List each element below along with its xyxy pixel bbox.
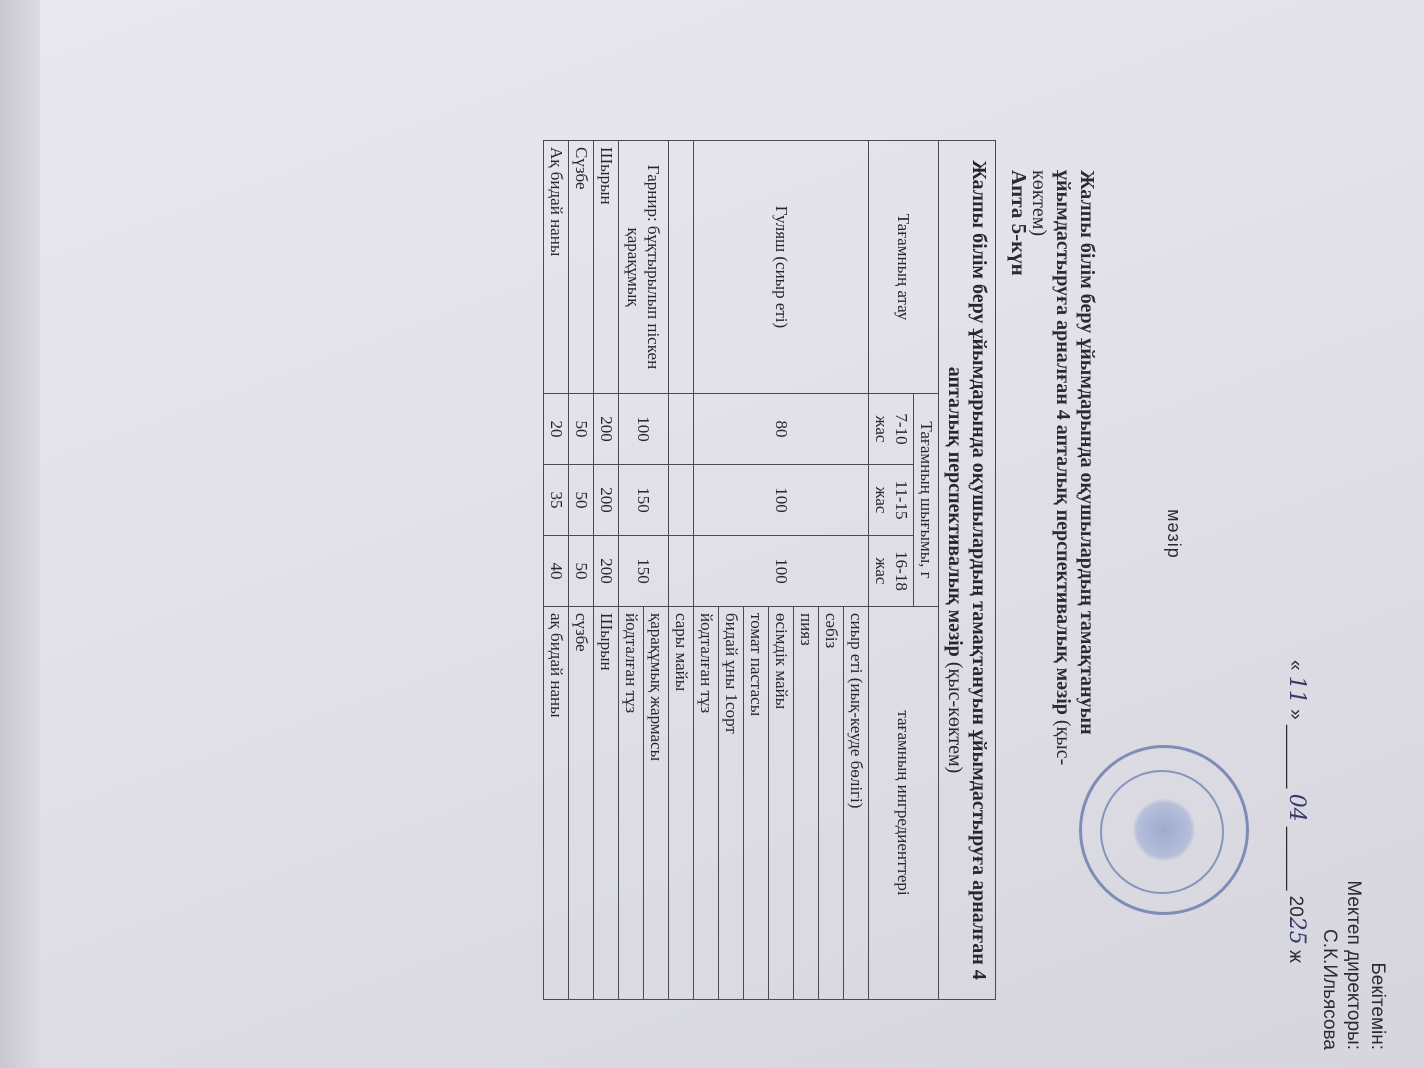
- table-row: [844, 141, 869, 1000]
- table-row: [544, 141, 569, 1000]
- ingredient: сүзбе: [569, 607, 594, 1000]
- table-caption-main: Жалпы білім беру ұйымдарында оқушылардың тамақтануын ұйымдастыруға арналған 4 апталық перспективалық мәзір: [944, 160, 990, 980]
- yield-16-18: 200: [594, 536, 619, 607]
- yield-11-15: 200: [594, 465, 619, 536]
- date-year-prefix: 20: [1285, 895, 1306, 917]
- dish-name: [669, 141, 694, 394]
- yield-16-18: 50: [569, 536, 594, 607]
- header-age-16-18: 16-18 жас: [869, 536, 914, 607]
- approval-signatory: С.К.Ильясова: [1319, 928, 1340, 1050]
- table-row: [594, 141, 619, 1000]
- table-row: [569, 141, 594, 1000]
- yield-11-15: 150: [619, 465, 669, 536]
- ingredient: сары майы: [669, 607, 694, 1000]
- ingredient: ақ бидай наны: [544, 607, 569, 1000]
- table-caption: [939, 141, 996, 1000]
- yield-11-15: 50: [569, 465, 594, 536]
- header-ingredients: тағамның ингредиенттері: [869, 607, 939, 1000]
- document-title: мәзір: [1164, 509, 1184, 559]
- table-caption-season: (қыс-көктем): [944, 661, 966, 774]
- yield-7-10: [669, 394, 694, 465]
- dish-name: Гуляш (сиыр еті): [694, 141, 869, 394]
- date-day: 11: [1284, 675, 1309, 704]
- document-heading: [1027, 170, 1099, 830]
- header-age-7-10: 7-10 жас: [869, 394, 914, 465]
- header-age-11-15: 11-15 жас: [869, 465, 914, 536]
- yield-7-10: 80: [694, 394, 869, 465]
- date-year: 25: [1284, 916, 1309, 945]
- ingredient: йодталған тұз: [619, 607, 644, 1000]
- week-day-label: Апта 5-күн: [1007, 170, 1031, 276]
- dish-name: Сүзбе: [569, 141, 594, 394]
- table-row: [644, 141, 669, 1000]
- dish-name: Шырын: [594, 141, 619, 394]
- header-row-1: [914, 141, 939, 1000]
- yield-16-18: [669, 536, 694, 607]
- ingredient: Шырын: [594, 607, 619, 1000]
- date-close-quote: »: [1285, 709, 1306, 720]
- approval-label: Бекітемін:: [1367, 962, 1388, 1050]
- yield-7-10: 50: [569, 394, 594, 465]
- ingredient: өсімдік майы: [769, 607, 794, 1000]
- heading-season: (қыс-көктем): [1028, 170, 1074, 766]
- table-caption-row: [939, 141, 996, 1000]
- yield-7-10: 200: [594, 394, 619, 465]
- yield-16-18: 150: [619, 536, 669, 607]
- ingredient: бидай ұны 1сорт: [719, 607, 744, 1000]
- yield-16-18: 100: [694, 536, 869, 607]
- ingredient: йодталған тұз: [694, 607, 719, 1000]
- dish-name: Гарнир: бұқтырылып піскен қарақұмық: [619, 141, 669, 394]
- yield-11-15: 35: [544, 465, 569, 536]
- menu-table: [543, 140, 996, 1000]
- ingredient: томат пастасы: [744, 607, 769, 1000]
- approval-block: [1317, 790, 1389, 1050]
- approval-position: Мектеп директоры:: [1343, 880, 1364, 1050]
- approval-date: « 11 » ______ 04 ______ 2025 ж: [1284, 660, 1309, 963]
- heading-main: Жалпы білім беру ұйымдарында оқушылардың тамақтануын ұйымдастыруға арналған 4 апталық перспективалық мәзір: [1052, 170, 1098, 735]
- yield-7-10: 100: [619, 394, 669, 465]
- ingredient: пияз: [794, 607, 819, 1000]
- header-dish: Тағамның атау: [869, 141, 939, 394]
- yield-11-15: [669, 465, 694, 536]
- date-suffix: ж: [1285, 950, 1306, 963]
- yield-11-15: 100: [694, 465, 869, 536]
- yield-16-18: 40: [544, 536, 569, 607]
- header-yield: Тағамның шығымы, г: [914, 394, 939, 607]
- ingredient: сәбіз: [819, 607, 844, 1000]
- dish-name: Ақ бидай наны: [544, 141, 569, 394]
- ingredient: қарақұмық жармасы: [644, 607, 669, 1000]
- yield-7-10: 20: [544, 394, 569, 465]
- ingredient: сиыр еті (иық-кеуде бөлігі): [844, 607, 869, 1000]
- table-row: [669, 141, 694, 1000]
- date-month: 04: [1284, 793, 1309, 822]
- date-open-quote: «: [1285, 660, 1306, 671]
